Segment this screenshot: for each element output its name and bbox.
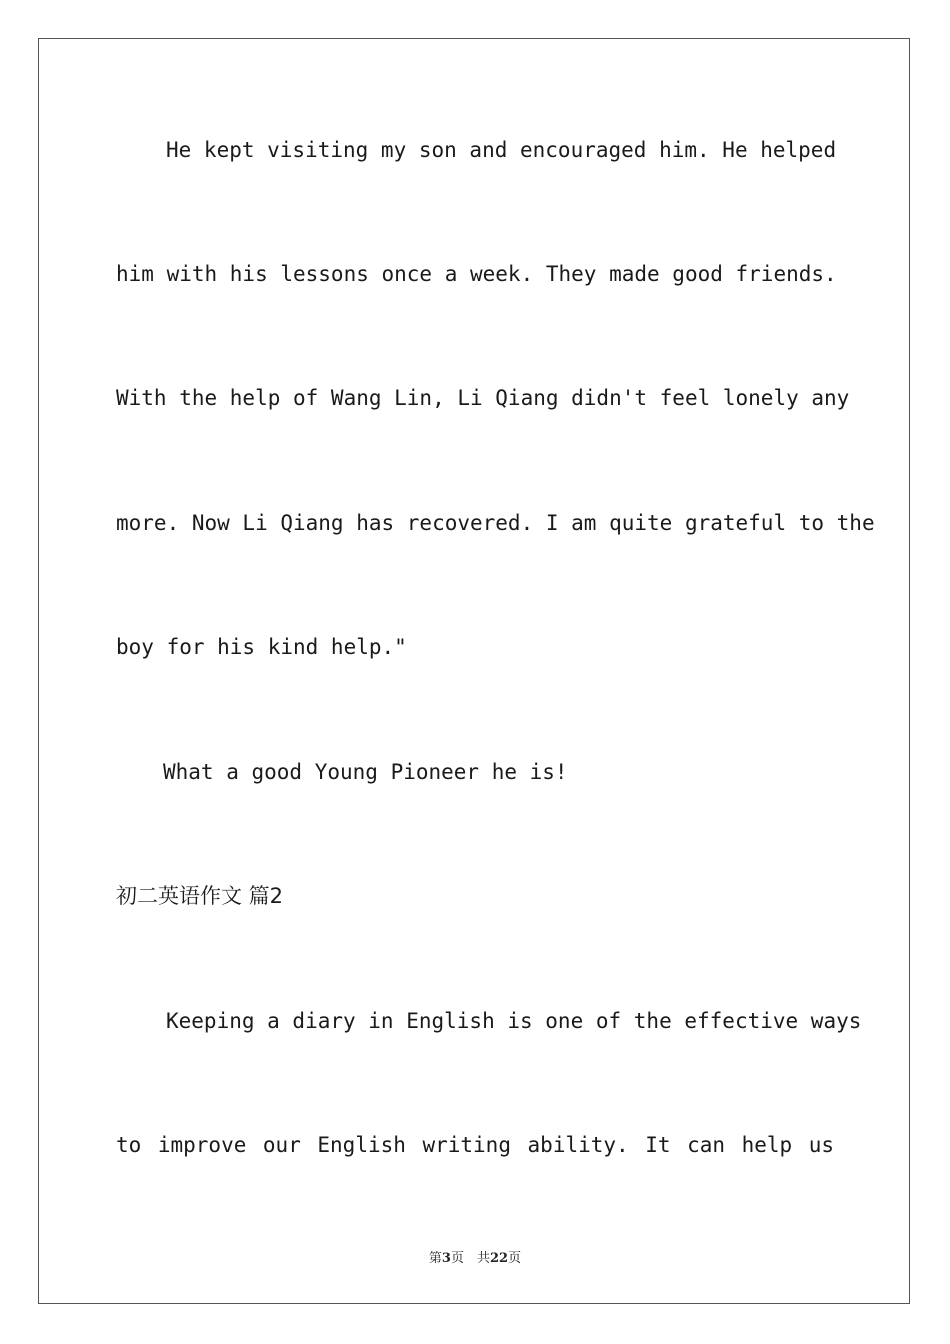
paragraph-line-4: more. Now Li Qiang has recovered. I am quite grateful to the	[116, 511, 875, 535]
paragraph-line-1: He kept visiting my son and encouraged him. He helped	[166, 138, 837, 162]
page-number-footer	[0, 1247, 950, 1266]
paragraph-line-3: With the help of Wang Lin, Li Qiang didn't feel lonely any	[116, 386, 850, 410]
paragraph-line-2: him with his lessons once a week. They made good friends.	[116, 262, 837, 286]
paragraph-line-6: What a good Young Pioneer he is!	[163, 760, 568, 784]
footer-current-page: 3	[441, 1251, 451, 1266]
footer-suffix: 页	[508, 1251, 522, 1266]
footer-prefix: 第	[428, 1251, 442, 1266]
paragraph-line-5: boy for his kind help."	[116, 635, 407, 659]
section-heading: 初二英语作文 篇2	[116, 884, 284, 908]
paragraph-line-8: to improve our English writing ability. It can help us	[116, 1133, 834, 1157]
footer-mid: 页 共	[450, 1251, 490, 1266]
footer-total-pages: 22	[489, 1251, 509, 1266]
paragraph-line-7: Keeping a diary in English is one of the effective ways	[166, 1009, 862, 1033]
page-frame	[38, 38, 910, 1304]
